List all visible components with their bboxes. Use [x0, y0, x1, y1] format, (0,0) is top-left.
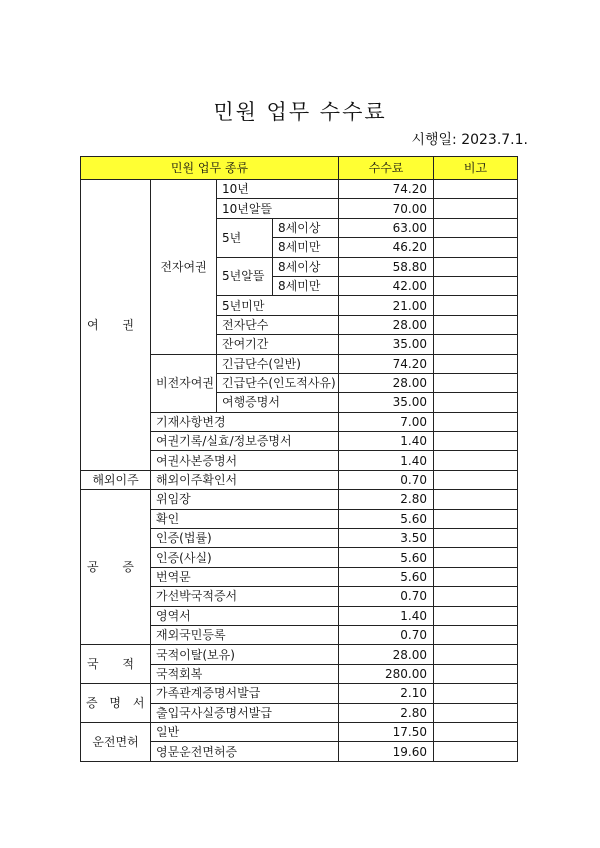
subcategory-electronic: 전자여권: [151, 180, 217, 355]
table-row: [81, 180, 518, 199]
item-fee: 74.20: [339, 180, 434, 199]
item-label: 국적이탈(보유): [151, 645, 339, 664]
item-label: 인증(법률): [151, 529, 339, 548]
item-fee: 0.70: [339, 625, 434, 644]
item-note: [434, 548, 518, 567]
item-label: 여권사본증명서: [151, 451, 339, 470]
item-label: 10년: [217, 180, 339, 199]
category-notary: 공 증: [81, 490, 151, 645]
category-certificate: 증 명 서: [81, 684, 151, 723]
item-note: [434, 180, 518, 199]
item-label: 잔여기간: [217, 335, 339, 354]
item-fee: 17.50: [339, 722, 434, 741]
table-header-row: [81, 157, 518, 180]
table-row: [81, 645, 518, 664]
item-fee: 35.00: [339, 393, 434, 412]
age-label: 8세미만: [273, 238, 339, 257]
item-label: 여행증명서: [217, 393, 339, 412]
item-fee: 46.20: [339, 238, 434, 257]
item-label: 해외이주확인서: [151, 470, 339, 489]
item-fee: 28.00: [339, 315, 434, 334]
table-row: [81, 684, 518, 703]
item-note: [434, 373, 518, 392]
item-label: 10년알뜰: [217, 199, 339, 218]
item-fee: 2.80: [339, 490, 434, 509]
item-fee: 2.10: [339, 684, 434, 703]
item-note: [434, 684, 518, 703]
item-fee: 35.00: [339, 335, 434, 354]
effective-date: 시행일: 2023.7.1.: [411, 132, 528, 148]
category-passport: 여 권: [81, 180, 151, 471]
item-label: 가족관계증명서발급: [151, 684, 339, 703]
item-note: [434, 451, 518, 470]
age-label: 8세이상: [273, 257, 339, 276]
item-note: [434, 470, 518, 489]
item-label: 확인: [151, 509, 339, 528]
item-note: [434, 296, 518, 315]
item-fee: 3.50: [339, 529, 434, 548]
item-fee: 5.60: [339, 548, 434, 567]
item-note: [434, 238, 518, 257]
item-label: 영역서: [151, 606, 339, 625]
item-note: [434, 276, 518, 295]
item-label: 여권기록/실효/정보증명서: [151, 432, 339, 451]
category-nationality: 국 적: [81, 645, 151, 684]
item-note: [434, 490, 518, 509]
item-fee: 5.60: [339, 567, 434, 586]
item-note: [434, 664, 518, 683]
fee-table: [80, 156, 518, 762]
item-note: [434, 529, 518, 548]
item-note: [434, 335, 518, 354]
item-note: [434, 509, 518, 528]
item-note: [434, 218, 518, 237]
item-note: [434, 354, 518, 373]
item-label: 국적회복: [151, 664, 339, 683]
header-type: 민원 업무 종류: [81, 157, 339, 180]
table-row: [81, 470, 518, 489]
item-label: 기재사항변경: [151, 412, 339, 431]
item-fee: 28.00: [339, 645, 434, 664]
item-label: 긴급단수(일반): [217, 354, 339, 373]
table-row: [81, 722, 518, 741]
item-note: [434, 645, 518, 664]
item-label: 5년미만: [217, 296, 339, 315]
subcategory-non-electronic: 비전자여권: [151, 354, 217, 412]
item-fee: 28.00: [339, 373, 434, 392]
header-note: 비고: [434, 157, 518, 180]
item-note: [434, 567, 518, 586]
item-label: 5년: [217, 218, 273, 257]
item-note: [434, 432, 518, 451]
item-note: [434, 412, 518, 431]
item-fee: 1.40: [339, 432, 434, 451]
item-fee: 1.40: [339, 451, 434, 470]
item-label: 전자단수: [217, 315, 339, 334]
item-note: [434, 722, 518, 741]
item-fee: 0.70: [339, 587, 434, 606]
item-label: 재외국민등록: [151, 625, 339, 644]
item-label: 번역문: [151, 567, 339, 586]
item-fee: 42.00: [339, 276, 434, 295]
item-fee: 5.60: [339, 509, 434, 528]
item-fee: 0.70: [339, 470, 434, 489]
item-label: 영문운전면허증: [151, 742, 339, 761]
category-license: 운전면허: [81, 722, 151, 761]
item-note: [434, 199, 518, 218]
item-note: [434, 315, 518, 334]
item-note: [434, 257, 518, 276]
item-fee: 1.40: [339, 606, 434, 625]
item-label: 위임장: [151, 490, 339, 509]
item-fee: 74.20: [339, 354, 434, 373]
item-label: 5년알뜰: [217, 257, 273, 296]
item-note: [434, 393, 518, 412]
item-fee: 63.00: [339, 218, 434, 237]
page-title: 민원 업무 수수료: [213, 100, 387, 124]
item-fee: 7.00: [339, 412, 434, 431]
item-note: [434, 625, 518, 644]
item-note: [434, 703, 518, 722]
table-row: [81, 490, 518, 509]
item-fee: 280.00: [339, 664, 434, 683]
item-note: [434, 742, 518, 761]
item-fee: 19.60: [339, 742, 434, 761]
item-fee: 2.80: [339, 703, 434, 722]
item-note: [434, 606, 518, 625]
item-fee: 58.80: [339, 257, 434, 276]
item-label: 일반: [151, 722, 339, 741]
category-emigration: 해외이주: [81, 470, 151, 489]
item-label: 인증(사실): [151, 548, 339, 567]
age-label: 8세미만: [273, 276, 339, 295]
age-label: 8세이상: [273, 218, 339, 237]
item-label: 출입국사실증명서발급: [151, 703, 339, 722]
item-note: [434, 587, 518, 606]
item-fee: 70.00: [339, 199, 434, 218]
item-label: 긴급단수(인도적사유): [217, 373, 339, 392]
item-label: 가선박국적증서: [151, 587, 339, 606]
header-fee: 수수료: [339, 157, 434, 180]
item-fee: 21.00: [339, 296, 434, 315]
